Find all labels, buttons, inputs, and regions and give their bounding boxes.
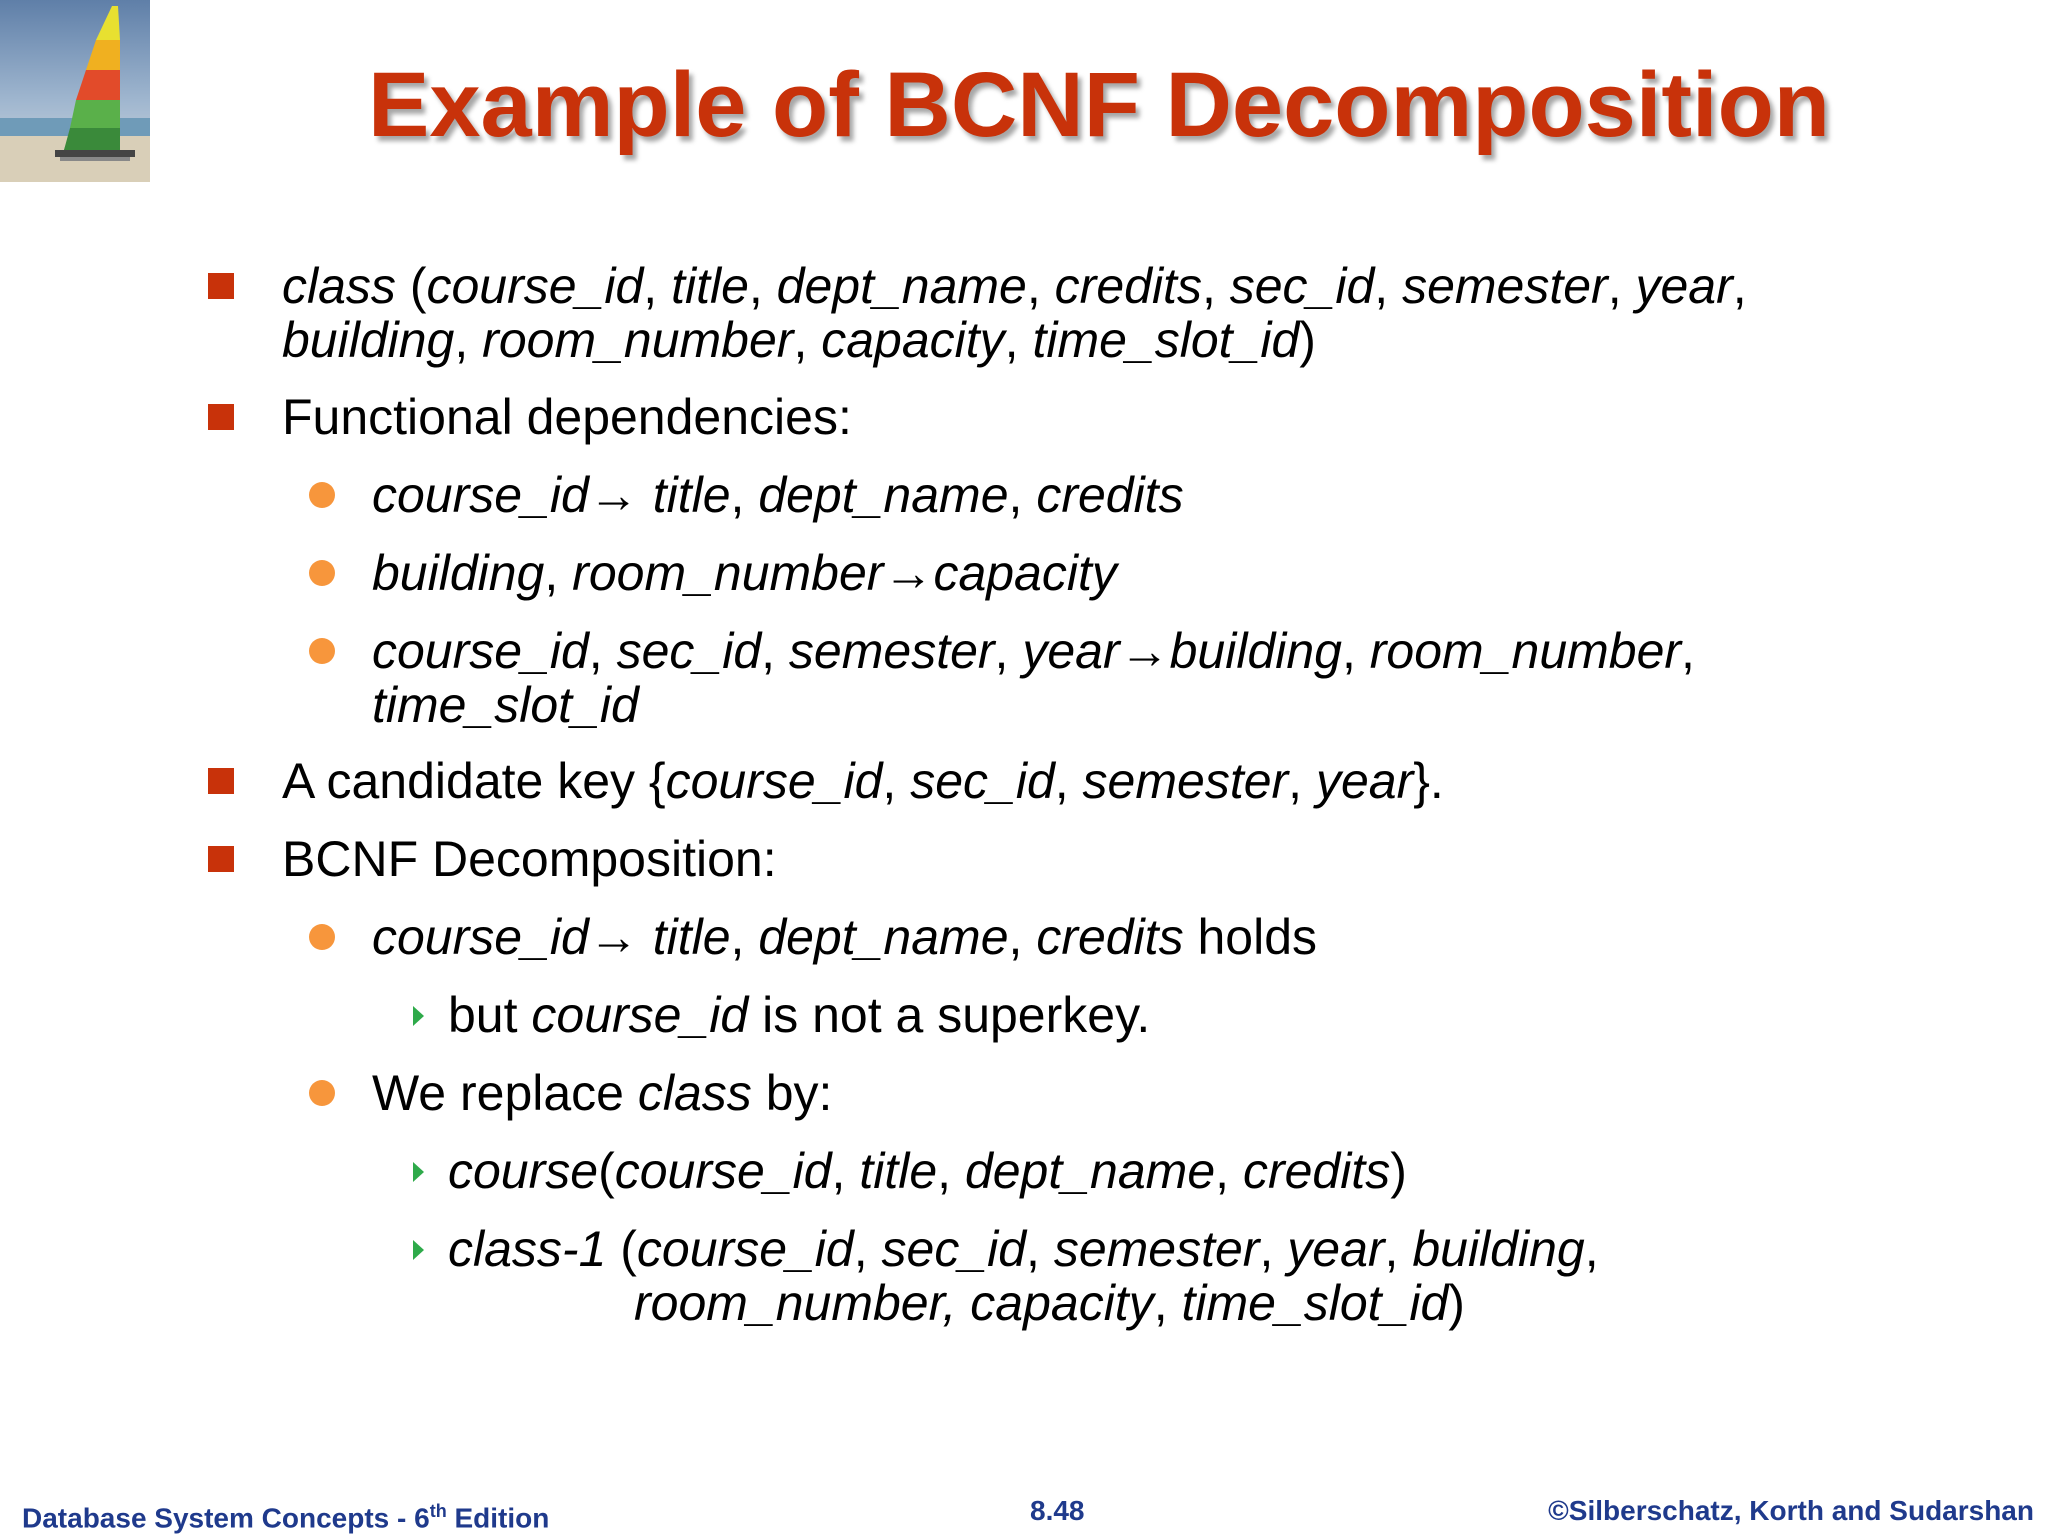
text: is not a superkey. bbox=[748, 987, 1151, 1043]
text: , bbox=[1681, 623, 1695, 679]
text: → bbox=[1119, 623, 1170, 679]
text: holds bbox=[1183, 909, 1318, 965]
italic-text: dept_name bbox=[776, 258, 1027, 314]
fd-section-line2 bbox=[372, 677, 639, 733]
italic-text: dept_name bbox=[964, 1143, 1216, 1199]
italic-text: time_slot_id bbox=[1181, 1275, 1449, 1331]
italic-text: course bbox=[448, 1143, 599, 1199]
italic-text: capacity bbox=[933, 545, 1117, 601]
text: , bbox=[1215, 1143, 1243, 1199]
italic-text: year bbox=[1022, 623, 1120, 679]
text: , bbox=[1153, 1275, 1182, 1331]
italic-text: year bbox=[1315, 753, 1414, 809]
italic-text: room_number bbox=[482, 312, 794, 368]
fd-course-id bbox=[372, 467, 1184, 523]
italic-text: year bbox=[1635, 258, 1733, 314]
italic-text: course_id bbox=[372, 467, 589, 523]
text: , bbox=[1341, 623, 1370, 679]
footer-page-number: 8.48 bbox=[1030, 1495, 1085, 1526]
italic-text: semester bbox=[1082, 753, 1289, 809]
italic-text: room_number bbox=[572, 545, 884, 601]
italic-text: credits bbox=[1242, 1143, 1391, 1199]
text: by: bbox=[751, 1065, 833, 1121]
italic-text: semester bbox=[788, 623, 995, 679]
footer-left bbox=[22, 1494, 549, 1535]
slide-title: Example of BCNF Decomposition bbox=[368, 54, 1830, 156]
italic-text: course_id bbox=[372, 623, 589, 679]
italic-text: credits bbox=[1054, 258, 1202, 314]
text: , bbox=[793, 312, 822, 368]
italic-text: credits bbox=[1036, 909, 1184, 965]
text: ) bbox=[1390, 1143, 1407, 1199]
italic-text: building bbox=[372, 545, 545, 601]
italic-text: course_id bbox=[614, 1143, 832, 1199]
dot-bullet-icon bbox=[309, 638, 335, 664]
bullet-functional-dependencies bbox=[282, 389, 852, 445]
decomp-fd-holds bbox=[372, 909, 1317, 965]
arrow-bullet-icon bbox=[413, 1006, 424, 1026]
italic-text: dept_name bbox=[758, 909, 1009, 965]
text: , bbox=[1026, 258, 1055, 314]
text: , bbox=[643, 258, 672, 314]
italic-text: room_number, capacity bbox=[634, 1275, 1154, 1331]
italic-text: capacity bbox=[821, 312, 1005, 368]
text: , bbox=[730, 467, 759, 523]
italic-text: time_slot_id bbox=[1032, 312, 1300, 368]
italic-text: sec_id bbox=[910, 753, 1055, 809]
fd-section-line1 bbox=[372, 623, 1695, 679]
italic-text: course_id bbox=[426, 258, 644, 314]
decomp-replace-class bbox=[372, 1065, 832, 1121]
italic-text: class bbox=[282, 258, 396, 314]
text: Functional dependencies: bbox=[282, 389, 852, 445]
text: , bbox=[544, 545, 573, 601]
italic-text: semester bbox=[1053, 1221, 1260, 1277]
text: }. bbox=[1413, 753, 1444, 809]
text: , bbox=[1584, 1221, 1599, 1277]
italic-text: sec_id bbox=[881, 1221, 1027, 1277]
dot-bullet-icon bbox=[309, 560, 335, 586]
arrow-bullet-icon bbox=[413, 1162, 424, 1182]
italic-text: room_number bbox=[1369, 623, 1682, 679]
text: ) bbox=[1299, 312, 1316, 368]
text: , bbox=[761, 623, 789, 679]
text: , bbox=[1384, 1221, 1413, 1277]
italic-text: credits bbox=[1036, 467, 1184, 523]
italic-text: time_slot_id bbox=[372, 677, 639, 733]
arrow-bullet-icon bbox=[413, 1240, 424, 1260]
text: , bbox=[1374, 258, 1403, 314]
text: , bbox=[454, 312, 483, 368]
text: , bbox=[1008, 467, 1037, 523]
text: , bbox=[1732, 258, 1747, 314]
italic-text: title bbox=[859, 1143, 938, 1199]
text: , bbox=[1607, 258, 1636, 314]
italic-text: building bbox=[282, 312, 455, 368]
italic-text: class-1 bbox=[448, 1221, 607, 1277]
dot-bullet-icon bbox=[309, 924, 335, 950]
footer-copyright: ©Silberschatz, Korth and Sudarshan bbox=[1548, 1495, 2034, 1526]
italic-text: semester bbox=[1402, 258, 1608, 314]
italic-text: dept_name bbox=[758, 467, 1009, 523]
decomp-class1-relation-line2 bbox=[634, 1275, 1465, 1331]
dot-bullet-icon bbox=[309, 1080, 335, 1106]
text: , bbox=[1004, 312, 1033, 368]
fd-building-room bbox=[372, 545, 1117, 601]
decomp-class1-relation-line1 bbox=[448, 1221, 1599, 1277]
italic-text: course_id bbox=[531, 987, 749, 1043]
italic-text: title bbox=[652, 467, 731, 523]
bullet-bcnf-decomposition bbox=[282, 831, 777, 887]
text: , bbox=[748, 258, 777, 314]
bullet-class-schema-line1 bbox=[282, 258, 1747, 314]
text: → bbox=[588, 467, 653, 523]
dot-bullet-icon bbox=[309, 482, 335, 508]
text: A candidate key { bbox=[282, 753, 666, 809]
text: ( bbox=[598, 1143, 615, 1199]
text: but bbox=[448, 987, 532, 1043]
text: , bbox=[994, 623, 1023, 679]
italic-text: building bbox=[1169, 623, 1342, 679]
bullet-candidate-key bbox=[282, 753, 1444, 809]
square-bullet-icon bbox=[208, 846, 234, 872]
decomp-not-superkey bbox=[448, 987, 1150, 1043]
italic-text: course_id bbox=[665, 753, 883, 809]
italic-text: class bbox=[637, 1065, 752, 1121]
text: , bbox=[1259, 1221, 1288, 1277]
text: ) bbox=[1448, 1275, 1465, 1331]
text: , bbox=[853, 1221, 882, 1277]
text: We replace bbox=[372, 1065, 638, 1121]
italic-text: title bbox=[671, 258, 749, 314]
footer-title: Database System Concepts - 6 bbox=[22, 1502, 430, 1534]
text: , bbox=[588, 623, 617, 679]
footer-edition: Edition bbox=[446, 1502, 550, 1534]
text: , bbox=[1201, 258, 1230, 314]
square-bullet-icon bbox=[208, 273, 234, 299]
italic-text: year bbox=[1287, 1221, 1385, 1277]
text: , bbox=[1288, 753, 1316, 809]
text: , bbox=[1054, 753, 1083, 809]
text: , bbox=[1008, 909, 1037, 965]
text: → bbox=[588, 909, 653, 965]
italic-text: course_id bbox=[636, 1221, 854, 1277]
footer-edition-sup: th bbox=[429, 1501, 447, 1521]
text: ( bbox=[395, 258, 427, 314]
italic-text: sec_id bbox=[616, 623, 762, 679]
text: , bbox=[831, 1143, 860, 1199]
square-bullet-icon bbox=[208, 404, 234, 430]
square-bullet-icon bbox=[208, 768, 234, 794]
italic-text: course_id bbox=[372, 909, 589, 965]
decomp-course-relation bbox=[448, 1143, 1407, 1199]
italic-text: title bbox=[652, 909, 731, 965]
italic-text: sec_id bbox=[1229, 258, 1375, 314]
text: BCNF Decomposition: bbox=[282, 831, 777, 887]
text: , bbox=[937, 1143, 965, 1199]
italic-text: building bbox=[1412, 1221, 1585, 1277]
text: ( bbox=[606, 1221, 637, 1277]
bullet-class-schema-line2 bbox=[282, 312, 1316, 368]
text: , bbox=[882, 753, 911, 809]
text: , bbox=[730, 909, 759, 965]
text: → bbox=[883, 545, 934, 601]
text: , bbox=[1026, 1221, 1054, 1277]
